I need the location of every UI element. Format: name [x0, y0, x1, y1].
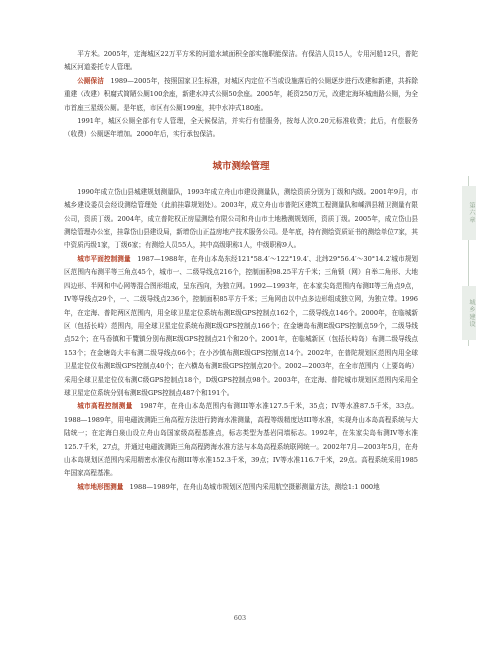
paragraph-head: 城市平面控制测量 — [77, 254, 131, 263]
paragraph-text: 平方米。2005年，定海城区22万平方米的河道水域面积全部实施职能保洁。有保洁人员15人，专用河船12只，普陀城区河道委托专人管理。 — [64, 50, 418, 72]
paragraph-toilet-cleaning — [64, 75, 418, 115]
side-tab-chapter: 第六章 — [462, 186, 476, 240]
section-title: 城市测绘管理 — [212, 160, 270, 172]
paragraph-text: 1987年，在舟山本岛范围内布测III等水准127.5千米，35点；IV等水准87.5千米，33点。1988—1989年，用电磁波测距三角高程方法进行跨海水准测量，高程等级精度达III等水准，实现舟山本岛高程系统与大陆统一；在定海白泉山设立舟山岛国家级高程基准点，标志类型为基岩同墙标志。1992年，在朱家尖岛布测IV等水准125.7千米，27点，并通过电磁波测距三角高程跨海水准方法与本岛高程系统联网统一。2002年7月—2003年5月，在舟山本岛规划区范围内采用精密水准仪布测III等水准152.3千米，39点；IV等水准116.7千米，29点。高程系统采用1985年国家高程基准。 — [64, 402, 418, 478]
paragraph-toilet-management — [64, 115, 418, 142]
paragraph-text: 1989—2005年，按照国家卫生标准，对城区内定位不当或设施落后的公厕逐步进行改建和新建，共拆除重建（改建）积腐式简陋公厕100余座，新建水冲式公厕50余座。2005年，耗资250万元，改建定海环城南路公厕，为全市首座三星级公厕。是年底，市区有公厕199座，其中水冲式180座。 — [64, 76, 419, 112]
paragraph-survey-institutions — [64, 186, 418, 253]
paragraph-text: 1987—1988年，在舟山本岛东经121°58.4′～122°19.4′、北纬29°56.4′～30°14.2′城市规划区范围内布测平等三角点45个，城市一、二级导线点216个，控制面积98.25平方千米；三角锁（网）自举二角形、大地四边形、半网和中心网等混合图形组成，呈东西向，为独立网。1992—1993年，在本家尖岛范围内布测II等三角点9点，IV等导线点29个，一、二级导线点236个，控制面积85平方千米；三角网由以中点多边形组成独立网，为独立带。1996年，在定海、普陀两区范围内，用全球卫星定位系统布测E级GPS控制点162个，二级导线点146个。2000年，在临城新区（包括长峙）范围内，用全球卫星定位系统布测E级GPS控制点166个；在金塘岛布测E级GPS控制点59个，二级导线点52个；在马岙镇和干覽镇分别布测E级GPS控制点21个和20个。2001年，在临城新区（包括长峙岛）布测二级导线点153个；在金塘岛大丰布测二级导线点66个；在小沙镇布测E级GPS控制点14个。2002年，在普陀规划区范围内用全球卫星定位仪布测E级GPS控制点40个；在六横岛布测E级GPS控制点20个。2002—2003年，在全市范围内（上要岛屿）采用全球卫星定位仪布测C级GPS控制点18个，D级GPS控制点98个。2003年，在定海、普陀城市规划区范围内采用全球卫星定位系统分别布测E级GPS控制点487个和191个。 — [64, 254, 419, 397]
paragraph-text: 1988—1989年，在舟山岛城市规划区范围内采用航空摄影测量方法，测绘1:1 000地 — [129, 482, 380, 491]
paragraph-plane-control — [64, 253, 418, 400]
paragraph-head: 城市高程控制测量 — [77, 402, 133, 411]
paragraph-head: 城市地形图测量 — [77, 482, 124, 491]
side-tab-topic: 城乡建设 — [462, 286, 476, 340]
paragraph-text: 1990年成立岱山县城建规划测量队，1993年成立舟山市建设测量队，测绘资质分别为丁级和内级。2001年9月，市城乡建设委员会经设测绘管理处（此前挂靠规划处）。2003年，成立舟山市普陀区建筑工程测量队和嵊泗县精卫测量有限公司，资质丁级。2004年，成立普陀权正房屋测绘有限公司和舟山市土地勘测规划所，资质丁级。2005年，成立岱山县测绘管理办公室，挂靠岱山县建设局，新增岱山正益房地产技术服务公司。是年底，持有测绘资质证书的测绘单位7家，其中资质丙级1家，丁级6家；有测绘人员55人，其中高级职称1人，中级职称9人。 — [64, 187, 418, 250]
main-text — [64, 48, 418, 494]
paragraph-elevation-control — [64, 400, 418, 480]
paragraph-topographic-map — [64, 481, 418, 494]
page-number: 603 — [233, 614, 247, 622]
paragraph-river-cleaning — [64, 48, 418, 75]
paragraph-head: 公厕保洁 — [77, 76, 104, 85]
paragraph-text: 1991年，城区公厕全部有专人管理，全天候保洁，并实行有偿服务，按每人次0.20元标准收费；此后，有偿服务（收费）公厕逐年增加。2000年后，实行承包保洁。 — [64, 117, 418, 139]
